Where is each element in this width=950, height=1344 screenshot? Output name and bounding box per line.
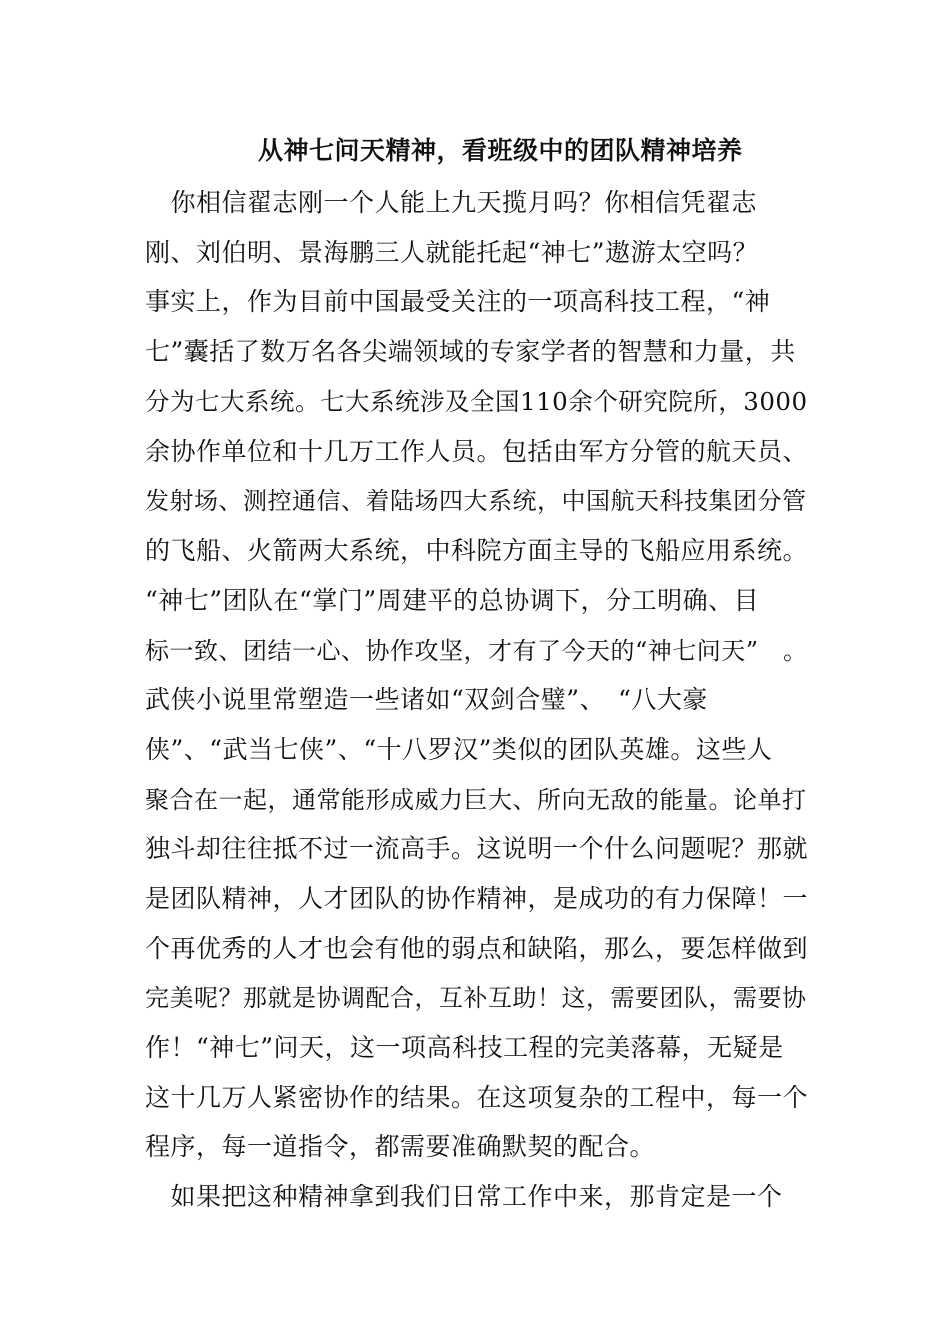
body-line: 是团队精神，人才团队的协作精神，是成功的有力保障！一 xyxy=(145,884,809,913)
body-line: 完美呢？那就是协调配合，互补互助！这，需要团队，需要协 xyxy=(145,984,807,1012)
body-line: 个再优秀的人才也会有他的弱点和缺陷，那么，要怎样做到 xyxy=(145,934,809,963)
body-line: 武侠小说里常塑造一些诸如“双剑合璧”、 “八大豪 xyxy=(145,685,708,714)
body-line: 发射场、测控通信、着陆场四大系统，中国航天科技集团分管 xyxy=(145,487,807,515)
body-line: 聚合在一起，通常能形成威力巨大、所向无敌的能量。论单打 xyxy=(145,786,807,814)
body-line: 侠”、“武当七侠”、“十八罗汉”类似的团队英雄。这些人 xyxy=(145,735,773,764)
body-line: 分为七大系统。七大系统涉及全国110余个研究院所，3000 xyxy=(145,387,808,416)
body-line: 独斗却往往抵不过一流高手。这说明一个什么问题呢？那就 xyxy=(145,834,809,863)
body-line: 作！“神七”问天，这一项高科技工程的完美落幕，无疑是 xyxy=(145,1033,784,1062)
body-line: 这十几万人紧密协作的结果。在这项复杂的工程中，每一个 xyxy=(145,1083,809,1112)
body-line: 事实上，作为目前中国最受关注的一项高科技工程，“神 xyxy=(145,287,771,316)
body-line: 你相信翟志刚一个人能上九天揽月吗？你相信凭翟志 xyxy=(145,188,758,217)
body-line: 标一致、团结一心、协作攻坚，才有了今天的“神七问天” 。 xyxy=(145,637,808,665)
body-line: 程序，每一道指令，都需要准确默契的配合。 xyxy=(145,1132,656,1161)
body-line: 的飞船、火箭两大系统，中科院方面主导的飞船应用系统。 xyxy=(145,536,809,565)
body-line: 如果把这种精神拿到我们日常工作中来，那肯定是一个 xyxy=(145,1182,783,1211)
body-line: 七”囊括了数万名各尖端领域的专家学者的智慧和力量，共 xyxy=(145,337,796,366)
body-line: “神七”团队在“掌门”周建平的总协调下，分工明确、目 xyxy=(145,586,760,615)
body-line: 刚、刘伯明、景海鹏三人就能托起“神七”遨游太空吗？ xyxy=(145,238,759,267)
body-line: 余协作单位和十几万工作人员。包括由军方分管的航天员、 xyxy=(145,437,809,466)
document-title: 从神七问天精神，看班级中的团队精神培养 xyxy=(258,136,743,165)
